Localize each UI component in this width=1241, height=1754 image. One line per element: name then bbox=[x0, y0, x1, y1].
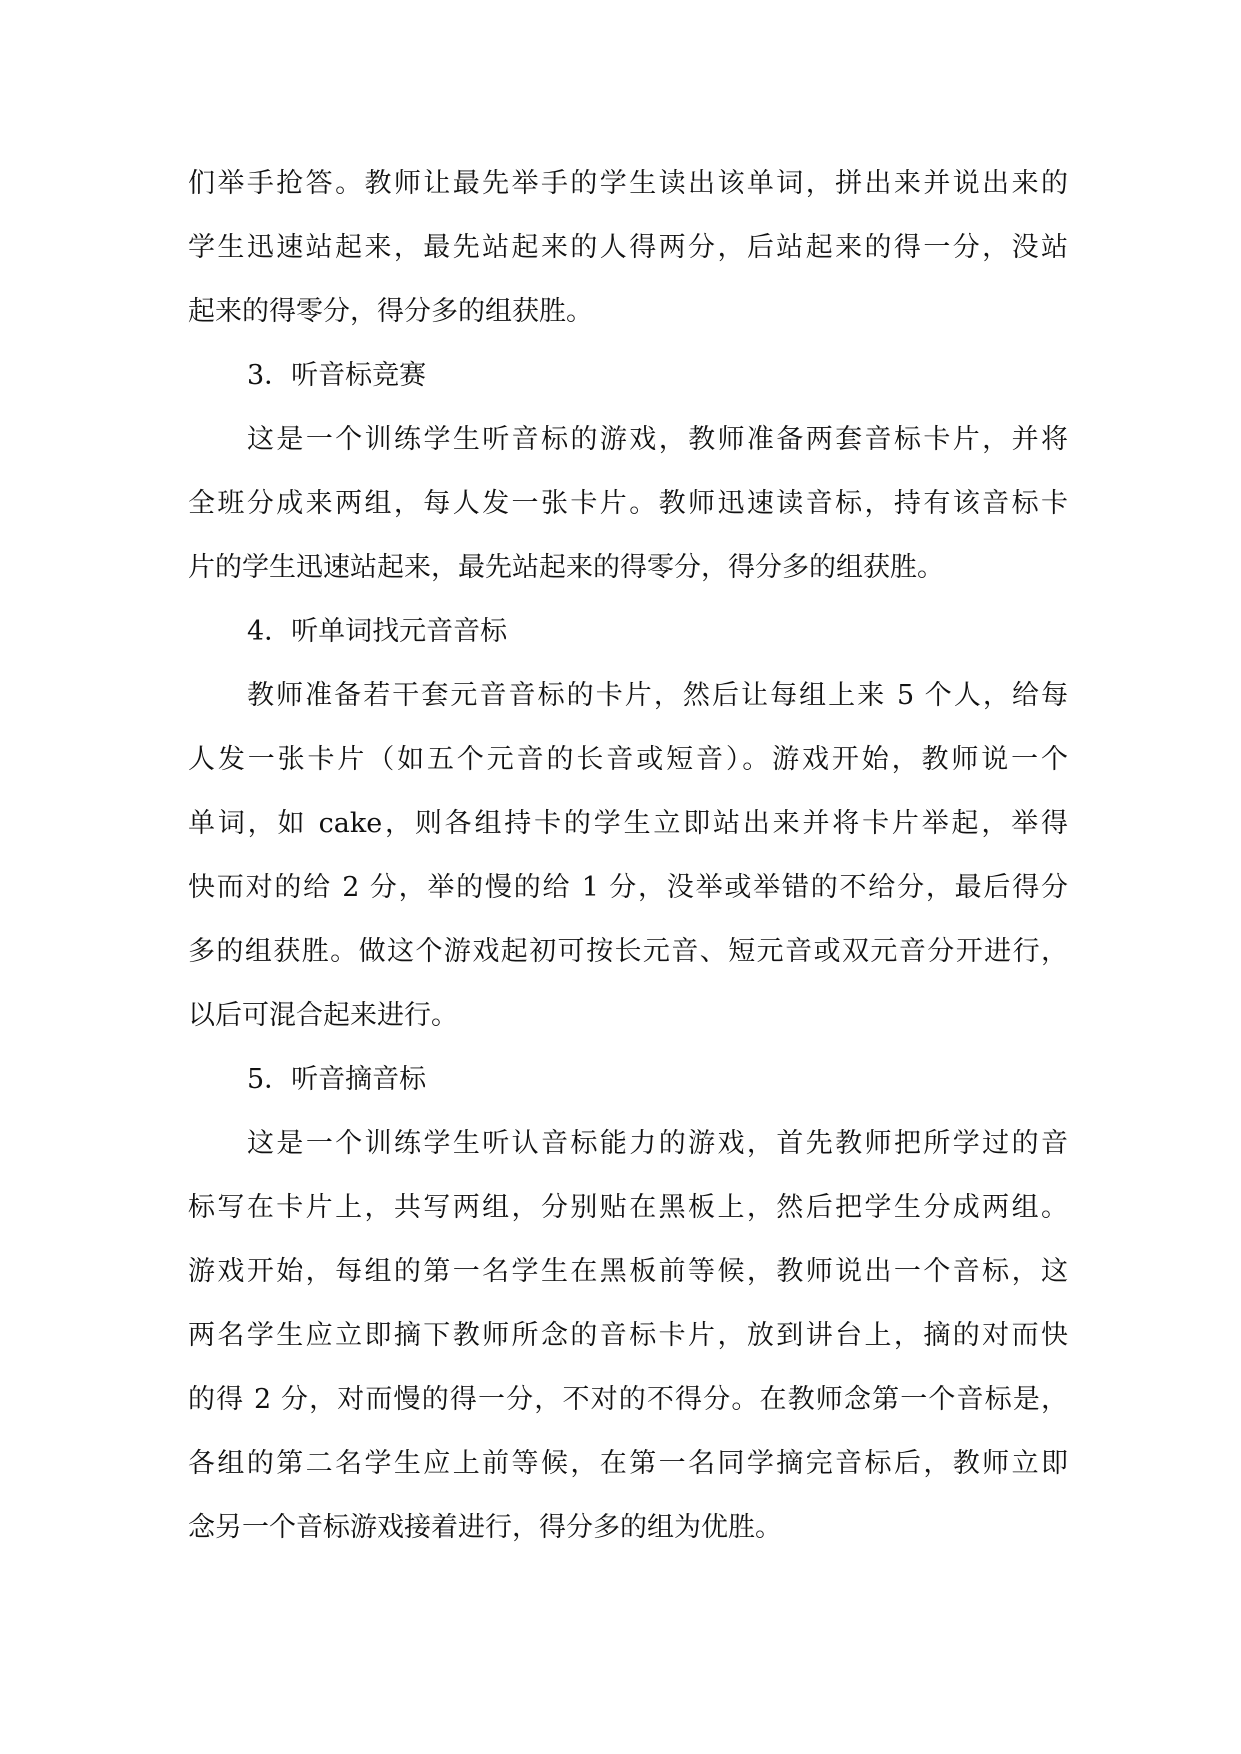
section-heading-4: 4．听单词找元音音标 bbox=[247, 616, 508, 647]
paragraph-4-line-7: 念另一个音标游戏接着进行，得分多的组为优胜。 bbox=[188, 1512, 782, 1543]
paragraph-4-line-6: 各组的第二名学生应上前等候，在第一名同学摘完音标后，教师立即 bbox=[188, 1448, 1068, 1479]
paragraph-1-line-3: 起来的得零分，得分多的组获胜。 bbox=[188, 296, 593, 327]
paragraph-3-line-4: 快而对的给 2 分，举的慢的给 1 分，没举或举错的不给分，最后得分 bbox=[188, 872, 1068, 903]
paragraph-4-line-1: 这是一个训练学生听认音标能力的游戏，首先教师把所学过的音 bbox=[247, 1128, 1068, 1159]
section-heading-3: 3．听音标竞赛 bbox=[247, 360, 427, 391]
paragraph-3-line-3: 单词，如 cake，则各组持卡的学生立即站出来并将卡片举起，举得 bbox=[188, 808, 1068, 839]
paragraph-1-line-2: 学生迅速站起来，最先站起来的人得两分，后站起来的得一分，没站 bbox=[188, 232, 1068, 263]
paragraph-2-line-2: 全班分成来两组，每人发一张卡片。教师迅速读音标，持有该音标卡 bbox=[188, 488, 1068, 519]
paragraph-4-line-5: 的得 2 分，对而慢的得一分，不对的不得分。在教师念第一个音标是， bbox=[188, 1384, 1068, 1415]
paragraph-2-line-3: 片的学生迅速站起来，最先站起来的得零分，得分多的组获胜。 bbox=[188, 552, 944, 583]
paragraph-4-line-2: 标写在卡片上，共写两组，分别贴在黑板上，然后把学生分成两组。 bbox=[188, 1192, 1068, 1223]
paragraph-3-line-2: 人发一张卡片（如五个元音的长音或短音）。游戏开始，教师说一个 bbox=[188, 744, 1068, 775]
paragraph-4-line-4: 两名学生应立即摘下教师所念的音标卡片，放到讲台上，摘的对而快 bbox=[188, 1320, 1068, 1351]
paragraph-3-line-5: 多的组获胜。做这个游戏起初可按长元音、短元音或双元音分开进行， bbox=[188, 936, 1068, 967]
paragraph-2-line-1: 这是一个训练学生听音标的游戏，教师准备两套音标卡片，并将 bbox=[247, 424, 1068, 455]
paragraph-4-line-3: 游戏开始，每组的第一名学生在黑板前等候，教师说出一个音标，这 bbox=[188, 1256, 1068, 1287]
paragraph-3-line-6: 以后可混合起来进行。 bbox=[188, 1000, 458, 1031]
paragraph-3-line-1: 教师准备若干套元音音标的卡片，然后让每组上来 5 个人，给每 bbox=[247, 680, 1068, 711]
paragraph-1-line-1: 们举手抢答。教师让最先举手的学生读出该单词，拼出来并说出来的 bbox=[188, 168, 1068, 199]
section-heading-5: 5．听音摘音标 bbox=[247, 1064, 427, 1095]
